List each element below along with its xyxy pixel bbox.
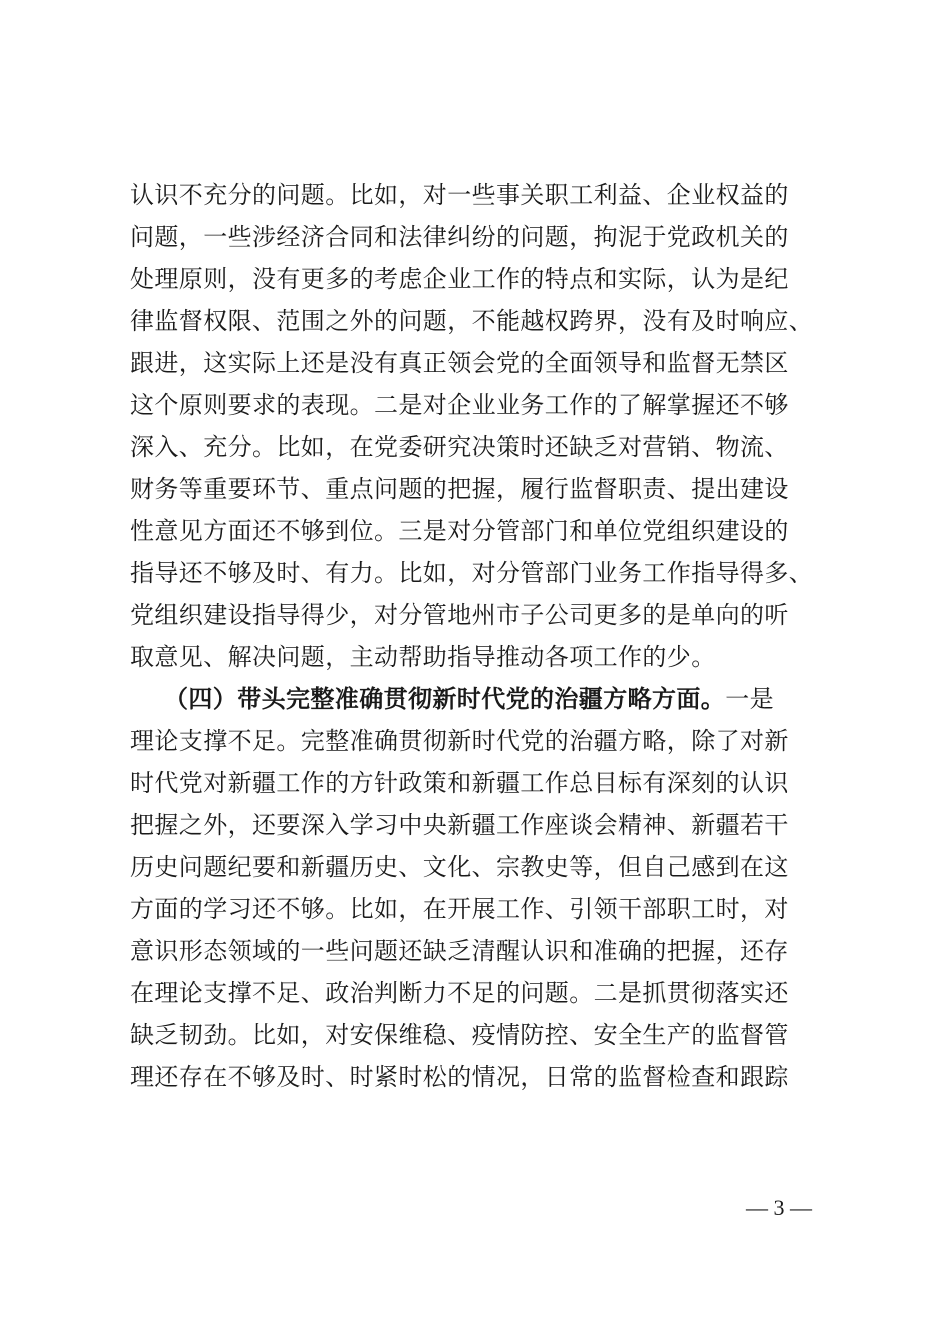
- text-line: 缺乏韧劲。比如，对安保维稳、疫情防控、安全生产的监督管: [130, 1021, 789, 1049]
- body-text: [130, 174, 830, 1098]
- text-line: 财务等重要环节、重点问题的把握，履行监督职责、提出建设: [130, 475, 789, 503]
- text-line: 取意见、解决问题，主动帮助指导推动各项工作的少。: [130, 643, 716, 671]
- text-line: 深入、充分。比如，在党委研究决策时还缺乏对营销、物流、: [130, 433, 789, 461]
- text-line: 理论支撑不足。完整准确贯彻新时代党的治疆方略，除了对新: [130, 727, 789, 755]
- text-line: 律监督权限、范围之外的问题，不能越权跨界，没有及时响应、: [130, 307, 814, 335]
- text-line: 性意见方面还不够到位。三是对分管部门和单位党组织建设的: [130, 517, 789, 545]
- text-line: 方面的学习还不够。比如，在开展工作、引领干部职工时，对: [130, 895, 789, 923]
- text-line: 党组织建设指导得少，对分管地州市子公司更多的是单向的听: [130, 601, 789, 629]
- text-line: 把握之外，还要深入学习中央新疆工作座谈会精神、新疆若干: [130, 811, 789, 839]
- text-line: 这个原则要求的表现。二是对企业业务工作的了解掌握还不够: [130, 391, 789, 419]
- text-line: 问题，一些涉经济合同和法律纠纷的问题，拘泥于党政机关的: [130, 223, 789, 251]
- page-number: — 3 —: [746, 1195, 812, 1220]
- text-line: 认识不充分的问题。比如，对一些事关职工利益、企业权益的: [130, 181, 789, 209]
- text-line: 处理原则，没有更多的考虑企业工作的特点和实际，认为是纪: [130, 265, 789, 293]
- text-line: 理还存在不够及时、时紧时松的情况，日常的监督检查和跟踪: [130, 1063, 789, 1091]
- text-line: 在理论支撑不足、政治判断力不足的问题。二是抓贯彻落实还: [130, 979, 789, 1007]
- text-line: 历史问题纪要和新疆历史、文化、宗教史等，但自己感到在这: [130, 853, 789, 881]
- section-heading: （四）带头完整准确贯彻新时代党的治疆方略方面。: [164, 684, 726, 713]
- text-line: 意识形态领域的一些问题还缺乏清醒认识和准确的把握，还存: [130, 937, 789, 965]
- text-line: 跟进，这实际上还是没有真正领会党的全面领导和监督无禁区: [130, 349, 789, 377]
- text-line: 指导还不够及时、有力。比如，对分管部门业务工作指导得多、: [130, 559, 814, 587]
- section-heading-line: [130, 678, 830, 720]
- text-line: 时代党对新疆工作的方针政策和新疆工作总目标有深刻的认识: [130, 769, 789, 797]
- section-heading-continuation: 一是: [725, 685, 775, 713]
